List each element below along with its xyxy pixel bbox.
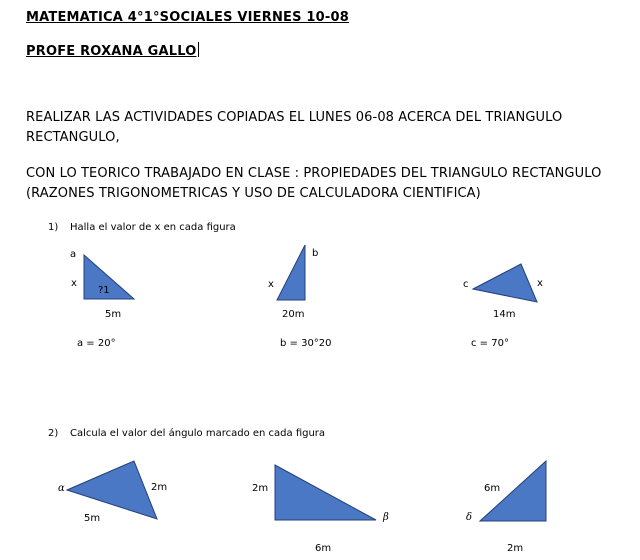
ex1-fig3-base-label: 14m [493, 309, 516, 320]
ex2-fig2-angle-label: β [383, 512, 389, 523]
exercise-1-prompt: Halla el valor de x en cada figura [70, 222, 236, 233]
teacher-name-text: PROFE ROXANA GALLO [26, 44, 197, 59]
exercise-2-number: 2) [48, 428, 59, 439]
ex2-fig1-angle-label: α [58, 483, 65, 494]
ex1-fig3-x-label: x [537, 278, 543, 289]
ex2-fig2-base-label: 6m [315, 543, 332, 554]
ex2-triangle-beta [275, 465, 376, 520]
ex2-fig3-angle-label: δ [466, 512, 473, 523]
exercise-2-prompt: Calcula el valor del ángulo marcado en cada figura [70, 428, 326, 439]
ex1-fig2-base-label: 20m [282, 309, 305, 320]
ex2-fig3-side-label: 6m [484, 483, 501, 494]
ex1-fig2-x-label: x [268, 279, 274, 290]
ex2-fig3-base-label: 2m [507, 543, 524, 554]
ex1-fig1-given: a = 20° [77, 338, 116, 349]
ex1-triangle-c [473, 264, 537, 302]
ex1-fig3-angle-label: c [463, 279, 469, 290]
ex1-fig2-angle-label: b [312, 248, 319, 259]
instruction-paragraph-2: CON LO TEORICO TRABAJADO EN CLASE : PROPIEDADES DEL TRIANGULO RECTANGULO (RAZONES TRIGONOMETRICAS Y USO DE CALCULADORA CIENTIFICA) [26, 166, 602, 201]
ex2-fig1-base-label: 5m [84, 513, 101, 524]
exercise-1-number: 1) [48, 222, 59, 233]
document-title: MATEMATICA 4°1°SOCIALES VIERNES 10-08 [26, 10, 349, 25]
ex1-fig1-angle-label: a [70, 249, 77, 260]
ex2-triangle-alpha [67, 461, 157, 519]
ex2-fig2-side-label: 2m [252, 483, 269, 494]
instruction-paragraph-1: REALIZAR LAS ACTIVIDADES COPIADAS EL LUNES 06-08 ACERCA DEL TRIANGULO RECTANGULO, [26, 110, 563, 145]
ex1-fig1-x-label: x [71, 278, 77, 289]
ex1-fig3-given: c = 70° [471, 338, 509, 349]
ex2-fig1-side-label: 2m [151, 482, 168, 493]
ex1-fig1-inner-label: ?1 [98, 285, 110, 296]
ex1-fig2-given: b = 30°20 [280, 338, 332, 349]
ex1-triangle-b [277, 245, 305, 300]
ex1-fig1-base-label: 5m [105, 309, 122, 320]
